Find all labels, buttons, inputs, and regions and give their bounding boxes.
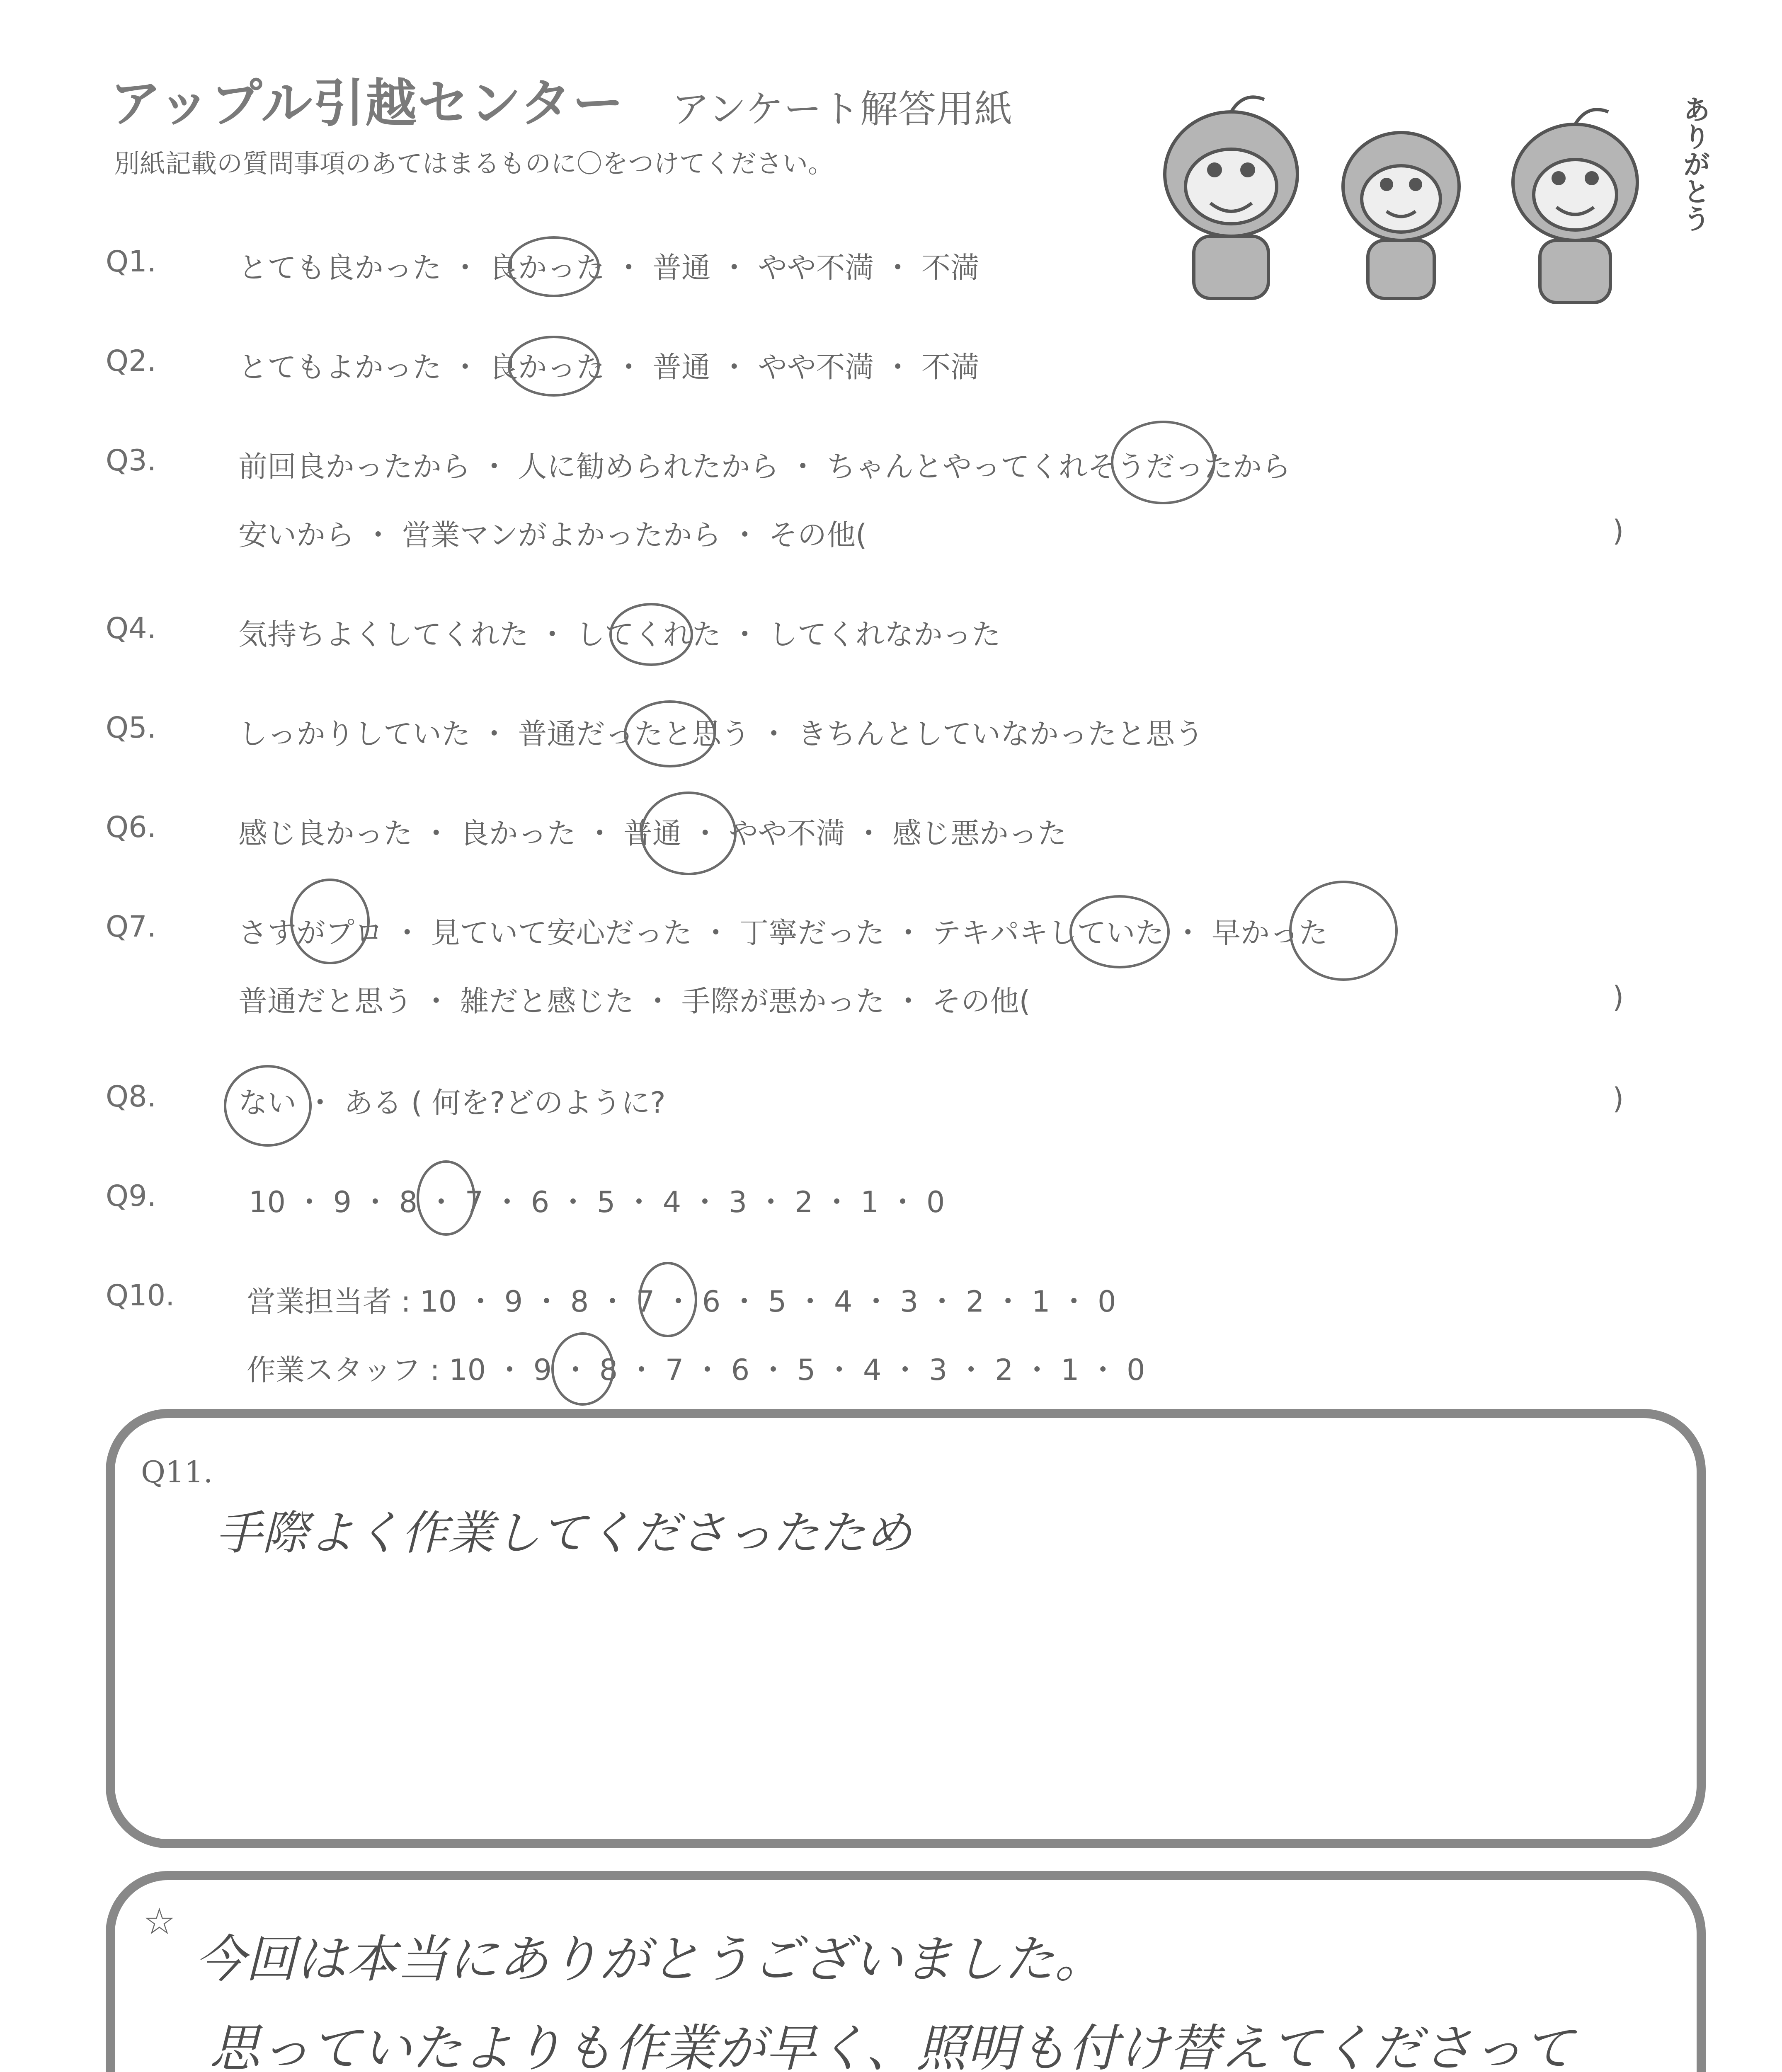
comment-line-1: 今回は本当にありがとうございました。: [195, 1930, 1105, 1989]
answer-mark: [1069, 895, 1170, 968]
q3-options-line2: 安いから ・ 営業マンがよかったから ・ その他(: [238, 518, 867, 552]
q6-options: 感じ良かった ・ 良かった ・ 普通 ・ やや不満 ・ 感じ悪かった: [238, 816, 1067, 850]
answer-mark: [417, 1160, 475, 1236]
q8-options: ない ・ ある ( 何を?どのように?: [238, 1086, 666, 1120]
q1-label: Q1.: [106, 244, 156, 278]
q7-close-paren: ): [1612, 980, 1624, 1014]
comment-line-2: 思っていたよりも作業が早く、照明も付け替えてくださって: [209, 2019, 1574, 2072]
q9-options: 10 ・ 9 ・ 8 ・ 7 ・ 6 ・ 5 ・ 4 ・ 3 ・ 2 ・ 1 ・ 0: [249, 1185, 945, 1219]
q11-label: Q11.: [141, 1455, 213, 1489]
q8-label: Q8.: [106, 1080, 156, 1113]
q7-label: Q7.: [106, 910, 156, 944]
answer-mark: [508, 336, 600, 397]
q8-close-paren: ): [1612, 1082, 1624, 1116]
q2-label: Q2.: [106, 344, 156, 378]
q11-answer-box: [106, 1409, 1706, 1848]
q5-label: Q5.: [106, 711, 156, 745]
q3-options-line1: 前回良かったから ・ 人に勧められたから ・ ちゃんとやってくれそうだったから: [238, 450, 1291, 484]
answer-mark: [609, 603, 693, 666]
q3-close-paren: ): [1612, 514, 1624, 548]
arigatou-text: ありがとう: [1678, 95, 1710, 232]
answer-mark: [508, 236, 600, 297]
star-icon: ☆: [143, 1900, 176, 1943]
answer-mark: [640, 792, 737, 875]
answer-mark: [290, 879, 370, 964]
company-title: アップル引越センター: [110, 74, 625, 133]
q6-label: Q6.: [106, 810, 156, 844]
q10-label: Q10.: [106, 1278, 175, 1312]
q10-staff-options: 作業スタッフ : 10 ・ 9 ・ 8 ・ 7 ・ 6 ・ 5 ・ 4 ・ 3 ・ 2 ・ 1 ・ 0: [247, 1353, 1145, 1387]
q9-label: Q9.: [106, 1179, 156, 1213]
form-subtitle: アンケート解答用紙: [672, 87, 1013, 131]
q4-label: Q4.: [106, 611, 156, 645]
q11-handwritten-answer: 手際よく作業してくださったため: [216, 1506, 912, 1560]
q2-options: とてもよかった ・ 良かった ・ 普通 ・ やや不満 ・ 不満: [238, 350, 980, 384]
q10-sales-options: 営業担当者 : 10 ・ 9 ・ 8 ・ 7 ・ 6 ・ 5 ・ 4 ・ 3 ・ 2 ・ 1 ・ 0: [247, 1285, 1116, 1319]
monkey-mascots-illustration: [1127, 79, 1708, 311]
q4-options: 気持ちよくしてくれた ・ してくれた ・ してくれなかった: [238, 617, 1001, 651]
answer-mark: [1111, 421, 1215, 504]
q7-options-line1: さすがプロ ・ 見ていて安心だった ・ 丁寧だった ・ テキパキしていた ・ 早かった: [238, 916, 1328, 950]
q3-label: Q3.: [106, 443, 156, 477]
monkey-mascot-icon: [1513, 109, 1637, 303]
instruction-text: 別紙記載の質問事項のあてはまるものに〇をつけてください。: [114, 148, 834, 179]
monkey-mascot-icon: [1165, 97, 1297, 298]
answer-mark: [624, 700, 716, 767]
monkey-mascot-icon: [1343, 133, 1459, 298]
answer-mark: [638, 1262, 697, 1337]
q7-options-line2: 普通だと思う ・ 雑だと感じた ・ 手際が悪かった ・ その他(: [238, 984, 1030, 1018]
q1-options: とても良かった ・ 良かった ・ 普通 ・ やや不満 ・ 不満: [238, 251, 980, 285]
answer-mark: [551, 1332, 614, 1406]
answer-mark: [224, 1065, 312, 1147]
q5-options: しっかりしていた ・ 普通だったと思う ・ きちんとしていなかったと思う: [238, 717, 1204, 751]
answer-mark: [1289, 881, 1398, 981]
